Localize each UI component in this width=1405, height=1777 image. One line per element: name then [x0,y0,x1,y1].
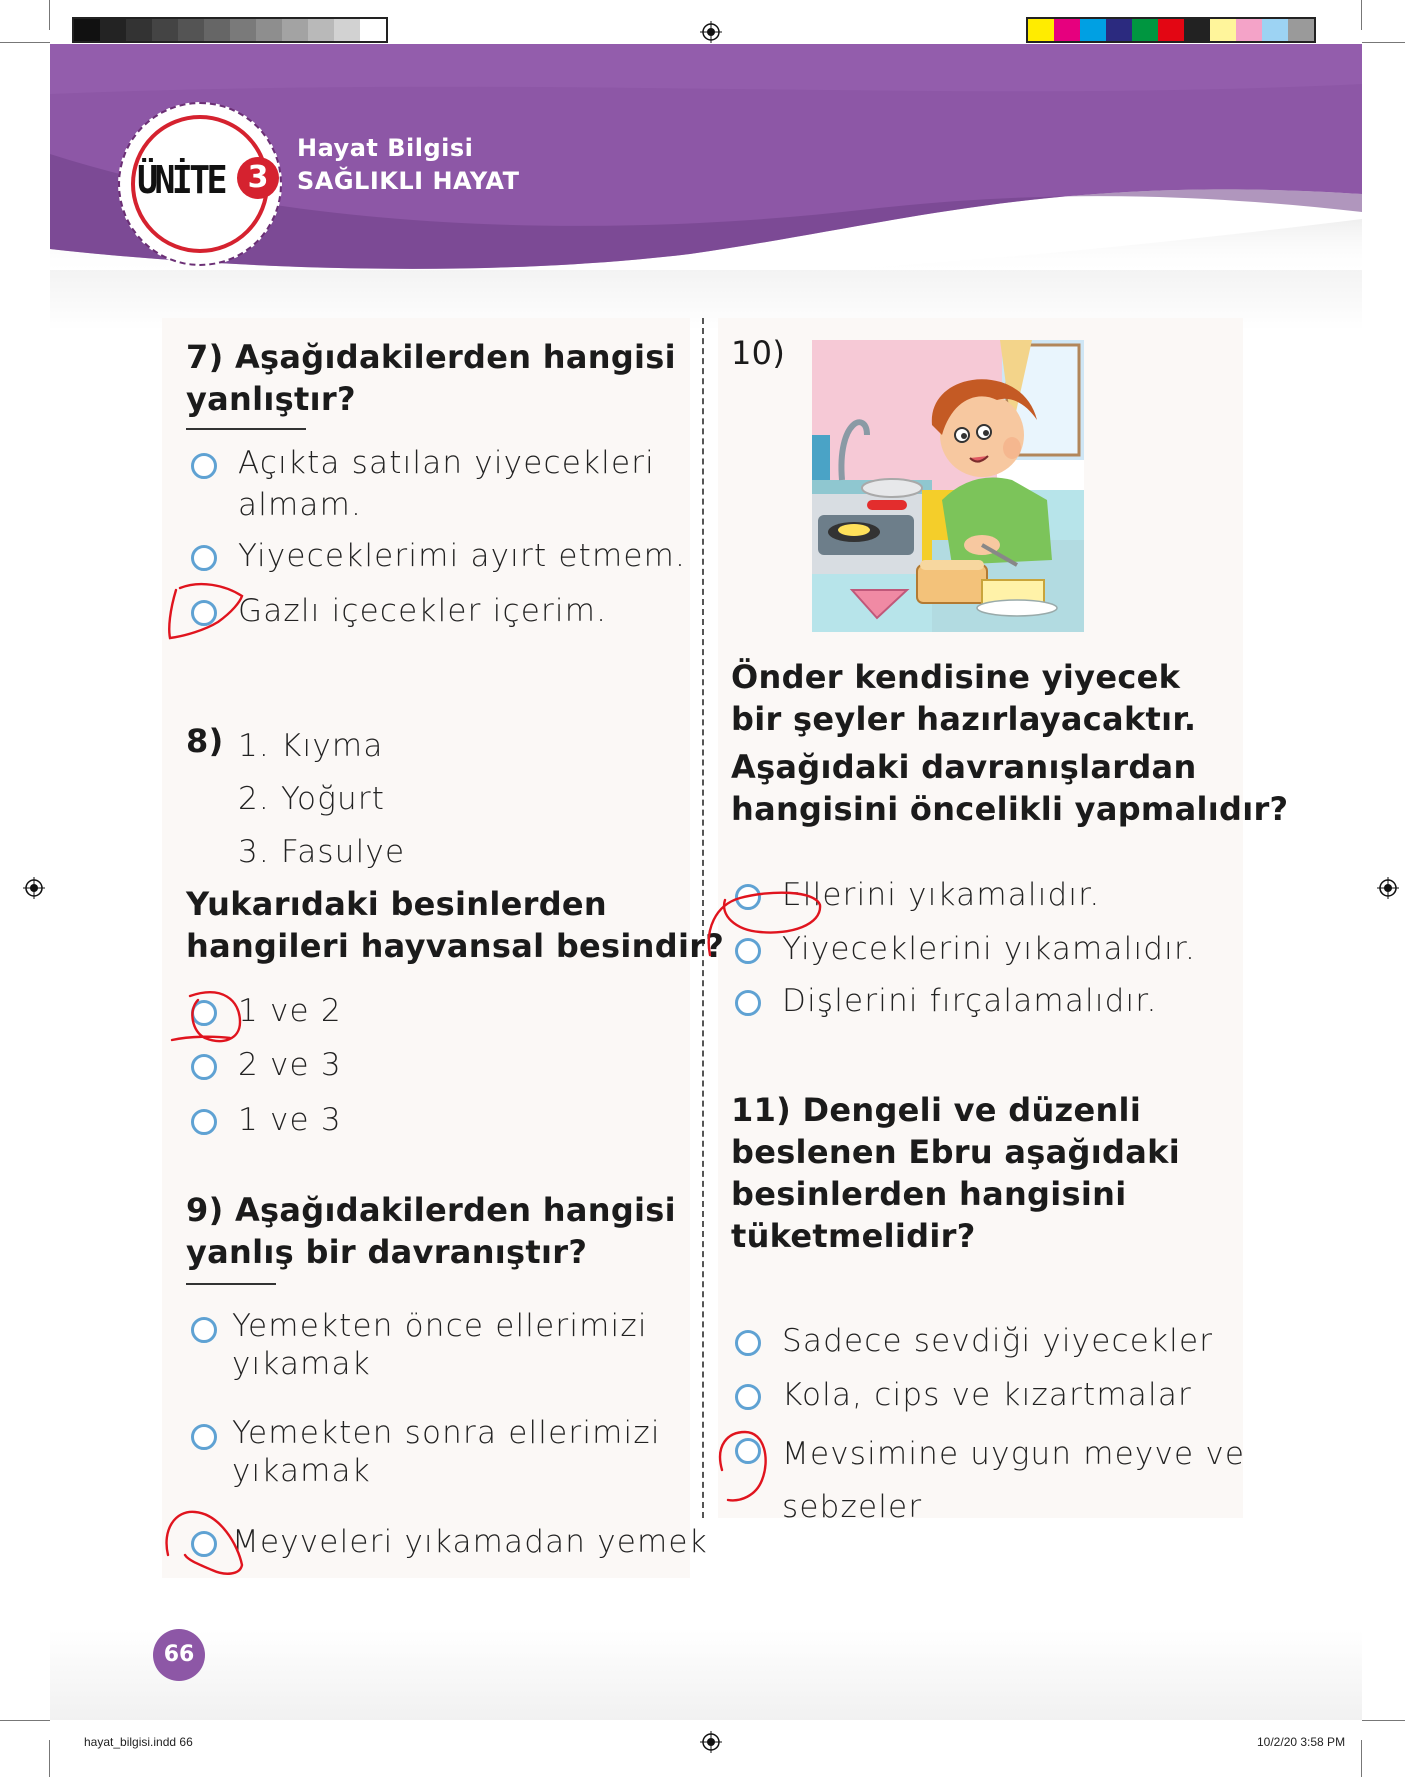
question-prompt: Önder kendisine yiyecek [731,658,1181,696]
crop-mark [49,0,50,30]
option-text: Meyveleri yıkamadan yemek [232,1524,708,1560]
question-number: 7) [186,338,224,376]
boy-preparing-sandwich-in-kitchen-illustration [812,340,1084,632]
crop-mark [1362,42,1405,43]
file-slug: hayat_bilgisi.indd 66 [84,1735,193,1749]
food-item: 3. Fasulye [238,834,406,870]
registration-mark-icon [700,21,722,43]
option-radio[interactable] [191,1424,217,1450]
option-radio[interactable] [735,1438,761,1464]
option-text: Sadece sevdiği yiyecekler [782,1323,1214,1359]
question-number: 11) [731,1091,792,1129]
question-10 [731,656,1288,830]
question-prompt: Yukarıdaki besinlerden [186,885,607,923]
question-9 [186,1189,676,1273]
unit-number: 3 [237,157,279,199]
option-radio[interactable] [191,1317,217,1343]
option-radio[interactable] [191,1531,217,1557]
option-radio[interactable] [735,1384,761,1410]
crop-mark [1362,1720,1405,1721]
food-list [238,720,405,879]
unit-word: ÜNİTE [137,158,224,202]
option-radio[interactable] [191,1109,217,1135]
option-radio[interactable] [735,990,761,1016]
question-prompt: Aşağıdakilerden hangisi [234,1191,676,1229]
print-timestamp: 10/2/20 3:58 PM [1257,1735,1346,1749]
option-radio[interactable] [735,1330,761,1356]
option-text: Dişlerini fırçalamalıdır. [782,983,1158,1019]
question-10-number: 10) [731,334,786,372]
unit-heading [297,132,519,198]
crop-mark [0,1720,50,1721]
question-prompt: yanlıştır? [186,380,356,418]
unit-title: SAĞLIKLI HAYAT [297,167,520,195]
question-prompt: Dengeli ve düzenli [802,1091,1142,1129]
registration-mark-icon [700,1731,722,1753]
question-prompt: beslenen Ebru aşağıdaki [731,1133,1180,1171]
question-number: 9) [186,1191,224,1229]
question-prompt: tüketmelidir? [731,1217,976,1255]
option-text: Mevsimine uygun meyve ve sebzeler [782,1436,1246,1525]
question-8-number: 8) [186,722,224,760]
registration-mark-icon [1377,877,1399,899]
prompt-underline [186,428,306,430]
option-text: Yiyeceklerimi ayırt etmem. [238,538,687,574]
page-number: 66 [153,1629,205,1681]
option-radio[interactable] [735,884,761,910]
option-text: 1 ve 2 [238,993,342,1029]
question-prompt: Aşağıdaki davranışlardan [731,748,1197,786]
prompt-underline [186,1283,276,1285]
food-item: 1. Kıyma [238,728,384,764]
option-radio[interactable] [191,545,217,571]
food-item: 2. Yoğurt [238,781,386,817]
question-prompt: bir şeyler hazırlayacaktır. [731,700,1197,738]
crop-mark [0,42,50,43]
option-text: Ellerini yıkamalıdır. [782,877,1101,913]
question-11 [731,1089,1180,1257]
option-radio[interactable] [735,938,761,964]
option-text: Açıkta satılan yiyecekleri almam. [238,445,655,523]
option-radio[interactable] [191,453,217,479]
option-text: Kola, cips ve kızartmalar [782,1377,1192,1413]
option-text: 1 ve 3 [238,1102,342,1138]
registration-mark-icon [23,877,45,899]
crop-mark [1361,0,1362,30]
question-prompt: hangileri hayvansal besindir? [186,927,725,965]
subject-title: Hayat Bilgisi [297,134,474,162]
option-text: Yiyeceklerini yıkamalıdır. [782,931,1197,967]
crop-mark [49,1740,50,1777]
option-text: Yemekten önce ellerimizi yıkamak [232,1308,648,1382]
option-radio[interactable] [191,600,217,626]
question-prompt: Aşağıdakilerden hangisi [234,338,676,376]
option-text: Yemekten sonra ellerimizi yıkamak [232,1415,661,1489]
question-8 [186,883,724,967]
question-7 [186,336,676,420]
option-text: Gazlı içecekler içerim. [238,593,608,629]
question-prompt: besinlerden hangisini [731,1175,1127,1213]
grayscale-color-bar [72,17,388,43]
option-text: 2 ve 3 [238,1047,342,1083]
question-prompt: hangisini öncelikli yapmalıdır? [731,790,1289,828]
crop-mark [1361,1740,1362,1777]
option-radio[interactable] [191,1000,217,1026]
cmyk-color-bar [1026,17,1316,43]
option-radio[interactable] [191,1054,217,1080]
question-prompt: yanlış bir davranıştır? [186,1233,588,1271]
